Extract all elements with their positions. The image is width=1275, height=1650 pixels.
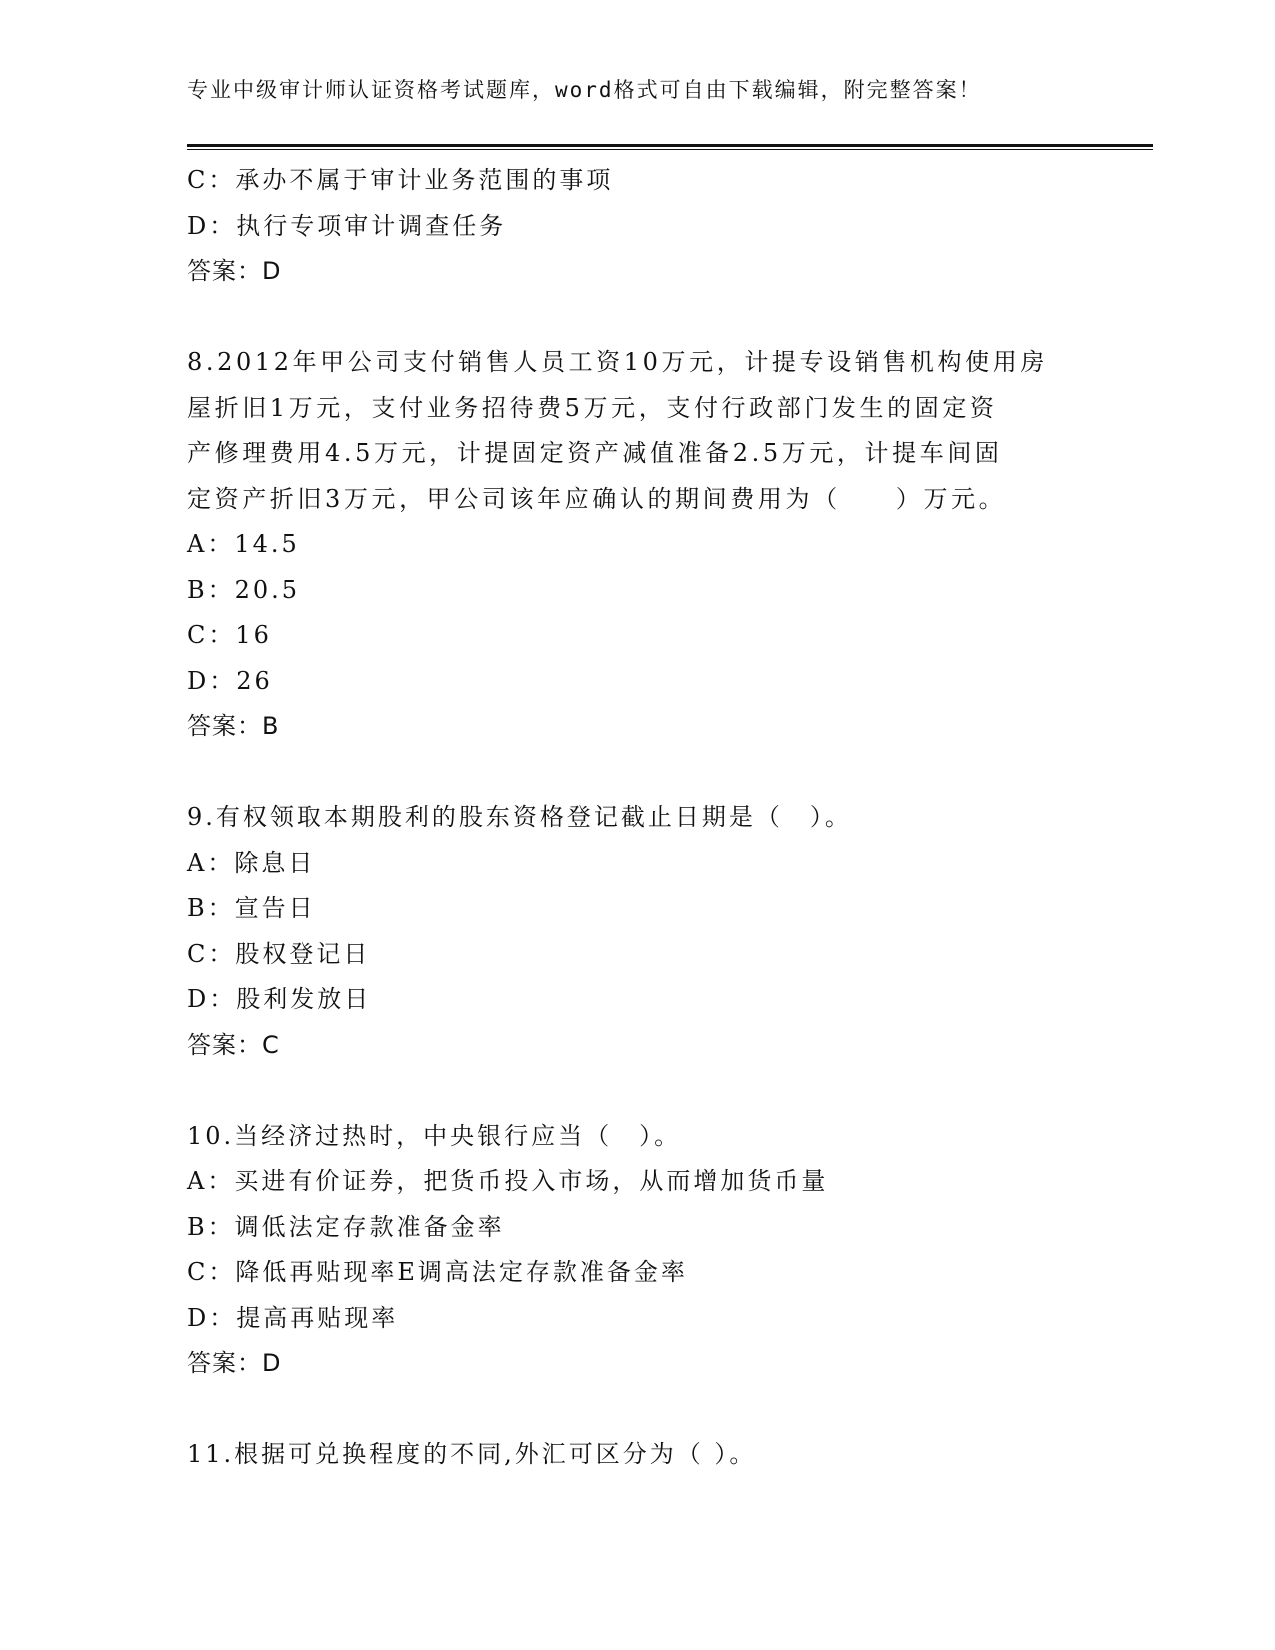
spacer [187, 1068, 1087, 1114]
question-stem-line: 11.根据可兑换程度的不同,外汇可区分为（ ）。 [187, 1440, 757, 1468]
option-d: D：26 [187, 666, 273, 695]
answer-line: 答案：B [187, 712, 280, 740]
option-c: C：16 [187, 621, 272, 649]
page-header: 专业中级审计师认证资格考试题库，word格式可自由下载编辑，附完整答案！ [187, 78, 982, 102]
question-stem-line: 定资产折旧3万元，甲公司该年应确认的期间费用为（ ）万元。 [187, 484, 1007, 513]
answer-line: 答案：D [187, 1349, 282, 1377]
option-a: A：除息日 [187, 848, 316, 877]
question-11 [187, 1432, 1087, 1478]
answer-line: 答案：D [187, 257, 282, 285]
document-body [187, 158, 1087, 1478]
spacer [187, 295, 1087, 341]
option-c: C：降低再贴现率E调高法定存款准备金率 [187, 1258, 688, 1286]
option-d: D：执行专项审计调查任务 [187, 211, 507, 240]
question-9 [187, 795, 1087, 1068]
header-rule [187, 144, 1153, 150]
previous-question-tail [187, 158, 1087, 295]
question-stem-line: 屋折旧1万元，支付业务招待费5万元，支付行政部门发生的固定资 [187, 393, 998, 422]
option-b: B：宣告日 [187, 894, 316, 922]
question-8 [187, 340, 1087, 522]
option-c: C：股权登记日 [187, 939, 371, 968]
header-rule-thin [187, 149, 1153, 150]
option-b: B：20.5 [187, 575, 301, 604]
answer-line: 答案：C [187, 1030, 280, 1059]
spacer [187, 750, 1087, 796]
spacer [187, 1387, 1087, 1433]
option-c: C：承办不属于审计业务范围的事项 [187, 166, 614, 194]
question-8-options [187, 522, 1087, 750]
question-stem-line: 8.2012年甲公司支付销售人员工资10万元，计提专设销售机构使用房 [187, 348, 1048, 376]
option-b: B：调低法定存款准备金率 [187, 1212, 505, 1241]
question-stem-line: 10.当经济过热时，中央银行应当（ ）。 [187, 1121, 682, 1150]
option-a: A：14.5 [187, 530, 300, 558]
question-10 [187, 1114, 1087, 1387]
header-rule-thick [187, 144, 1153, 147]
option-d: D：提高再贴现率 [187, 1303, 399, 1332]
question-stem-line: 产修理费用4.5万元，计提固定资产减值准备2.5万元，计提车间固 [187, 439, 1003, 467]
option-a: A：买进有价证券，把货币投入市场，从而增加货币量 [187, 1167, 829, 1195]
option-d: D：股利发放日 [187, 985, 372, 1013]
question-stem-line: 9.有权领取本期股利的股东资格登记截止日期是（ ）。 [187, 803, 852, 831]
